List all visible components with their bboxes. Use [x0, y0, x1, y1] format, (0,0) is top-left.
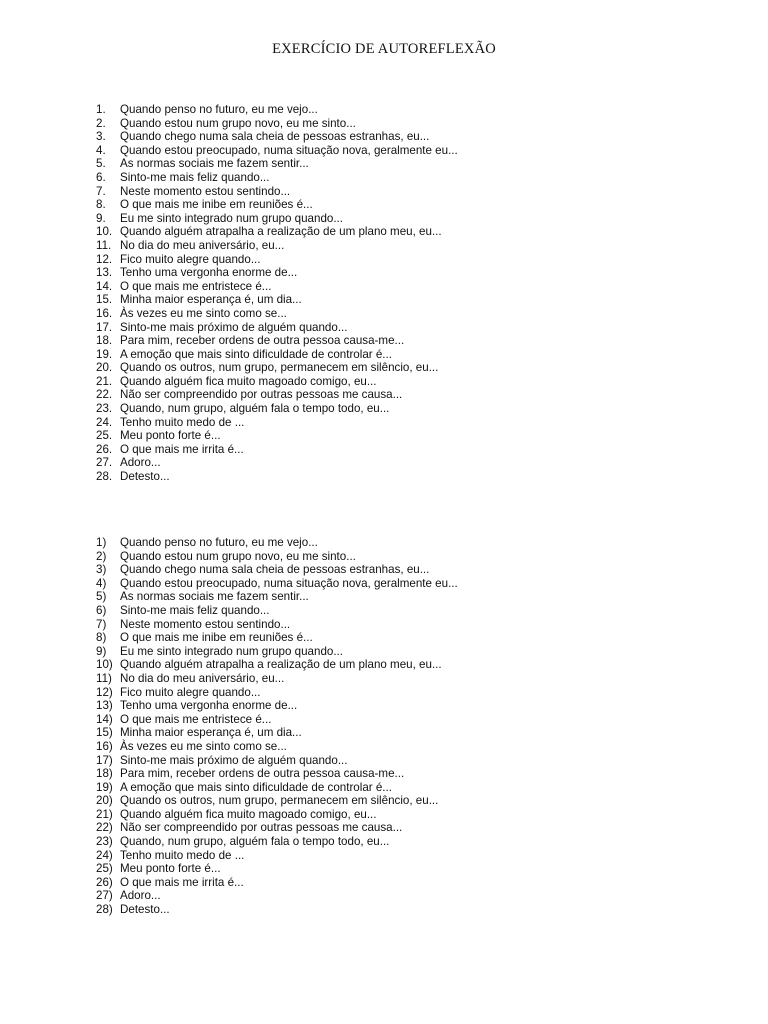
list-item [96, 185, 458, 199]
list-item [96, 876, 458, 890]
list-item [96, 144, 458, 158]
list-item [96, 563, 458, 577]
item-text: Fico muito alegre quando... [120, 685, 261, 699]
list-item [96, 835, 458, 849]
list-item [96, 903, 458, 917]
item-text: Às vezes eu me sinto como se... [120, 306, 287, 320]
item-number: 21) [96, 807, 113, 821]
list-item [96, 470, 458, 484]
list-item [96, 645, 458, 659]
list-item [96, 781, 458, 795]
item-number: 14. [96, 279, 113, 293]
item-text: Para mim, receber ordens de outra pessoa causa-me... [120, 334, 405, 348]
item-text: Quando estou num grupo novo, eu me sinto... [120, 116, 356, 130]
item-number: 9) [96, 644, 107, 658]
list-item [96, 171, 458, 185]
item-number: 26. [96, 442, 113, 456]
list-item [96, 361, 458, 375]
item-number: 6. [96, 170, 106, 184]
list-item [96, 590, 458, 604]
list-item [96, 536, 458, 550]
document-title: EXERCÍCIO DE AUTOREFLEXÃO [272, 41, 496, 57]
item-number: 1) [96, 536, 107, 549]
list-item [96, 618, 458, 632]
list-item [96, 307, 458, 321]
item-text: Quando, num grupo, alguém fala o tempo todo, eu... [120, 402, 390, 416]
item-text: Quando estou num grupo novo, eu me sinto... [120, 549, 356, 563]
item-number: 5. [96, 157, 106, 171]
item-text: Quando chego numa sala cheia de pessoas estranhas, eu... [120, 130, 430, 144]
item-text: Tenho uma vergonha enorme de... [120, 266, 298, 280]
item-number: 3) [96, 563, 107, 577]
item-text: Quando alguém atrapalha a realização de um plano meu, eu... [120, 658, 442, 672]
list-item [96, 239, 458, 253]
item-text: Quando alguém fica muito magoado comigo, eu... [120, 374, 377, 388]
list-item [96, 740, 458, 754]
list-item [96, 212, 458, 226]
list-item [96, 429, 458, 443]
item-number: 11) [96, 671, 112, 685]
item-number: 24) [96, 848, 113, 862]
item-number: 2) [96, 549, 107, 563]
item-text: Às vezes eu me sinto como se... [120, 739, 287, 753]
list-item [96, 388, 458, 402]
list-item [96, 402, 458, 416]
list-item [96, 157, 458, 171]
item-number: 17. [96, 320, 113, 334]
item-text: Detesto... [120, 903, 170, 917]
item-text: Tenho muito medo de ... [120, 415, 245, 429]
item-number: 19) [96, 780, 113, 794]
item-number: 8) [96, 631, 107, 645]
item-number: 17) [96, 753, 113, 767]
list-item [96, 754, 458, 768]
list-item [96, 862, 458, 876]
item-number: 15. [96, 293, 113, 307]
item-number: 22. [96, 388, 113, 402]
question-list-numbered-paren [96, 536, 458, 917]
list-item [96, 130, 458, 144]
item-text: Sinto-me mais feliz quando... [120, 603, 270, 617]
item-number: 27. [96, 456, 113, 470]
item-text: Quando chego numa sala cheia de pessoas estranhas, eu... [120, 563, 430, 577]
item-number: 28) [96, 903, 113, 917]
item-text: Tenho uma vergonha enorme de... [120, 699, 298, 713]
item-text: Neste momento estou sentindo... [120, 184, 291, 198]
item-text: Quando estou preocupado, numa situação nova, geralmente eu... [120, 576, 458, 590]
item-number: 25) [96, 862, 113, 876]
list-item [96, 808, 458, 822]
list-item [96, 198, 458, 212]
item-number: 18. [96, 334, 113, 348]
list-item [96, 726, 458, 740]
list-item [96, 334, 458, 348]
item-number: 8. [96, 198, 106, 212]
item-number: 15) [96, 726, 113, 740]
list-item [96, 225, 458, 239]
item-text: Sinto-me mais próximo de alguém quando... [120, 753, 348, 767]
list-item [96, 293, 458, 307]
item-number: 28. [96, 470, 113, 484]
item-number: 4) [96, 576, 107, 590]
list-item [96, 604, 458, 618]
item-number: 20. [96, 361, 113, 375]
item-number: 24. [96, 415, 113, 429]
list-item [96, 658, 458, 672]
item-number: 10) [96, 658, 113, 672]
list-item [96, 794, 458, 808]
list-item [96, 253, 458, 267]
list-item [96, 443, 458, 457]
item-number: 1. [96, 103, 106, 116]
item-number: 3. [96, 130, 106, 144]
item-text: O que mais me irrita é... [120, 875, 244, 889]
item-number: 14) [96, 712, 113, 726]
item-number: 26) [96, 875, 113, 889]
item-text: Quando estou preocupado, numa situação nova, geralmente eu... [120, 143, 458, 157]
item-number: 5) [96, 590, 107, 604]
item-text: Neste momento estou sentindo... [120, 617, 291, 631]
list-item [96, 321, 458, 335]
item-text: Sinto-me mais feliz quando... [120, 170, 270, 184]
list-item [96, 375, 458, 389]
item-text: Não ser compreendido por outras pessoas me causa... [120, 821, 403, 835]
list-item [96, 280, 458, 294]
item-number: 6) [96, 603, 107, 617]
item-text: Sinto-me mais próximo de alguém quando... [120, 320, 348, 334]
list-item [96, 416, 458, 430]
item-text: Não ser compreendido por outras pessoas me causa... [120, 388, 403, 402]
item-number: 7. [96, 184, 106, 198]
list-item [96, 849, 458, 863]
item-text: O que mais me entristece é... [120, 279, 272, 293]
list-item [96, 767, 458, 781]
item-number: 16) [96, 739, 113, 753]
item-text: Minha maior esperança é, um dia... [120, 726, 302, 740]
item-text: Quando penso no futuro, eu me vejo... [120, 103, 318, 116]
list-item [96, 550, 458, 564]
item-text: Quando, num grupo, alguém fala o tempo todo, eu... [120, 835, 390, 849]
item-number: 13. [96, 266, 113, 280]
item-text: Quando os outros, num grupo, permanecem em silêncio, eu... [120, 794, 439, 808]
item-text: Fico muito alegre quando... [120, 252, 261, 266]
item-number: 2. [96, 116, 106, 130]
item-text: O que mais me inibe em reuniões é... [120, 198, 313, 212]
item-text: Eu me sinto integrado num grupo quando... [120, 644, 344, 658]
item-number: 13) [96, 699, 113, 713]
item-text: Meu ponto forte é... [120, 429, 221, 443]
item-number: 7) [96, 617, 107, 631]
item-text: Quando penso no futuro, eu me vejo... [120, 536, 318, 549]
item-text: O que mais me entristece é... [120, 712, 272, 726]
item-text: Para mim, receber ordens de outra pessoa causa-me... [120, 767, 405, 781]
item-text: Minha maior esperança é, um dia... [120, 293, 302, 307]
item-text: Quando alguém atrapalha a realização de um plano meu, eu... [120, 225, 442, 239]
item-number: 10. [96, 225, 113, 239]
item-text: No dia do meu aniversário, eu... [120, 671, 285, 685]
list-item [96, 456, 458, 470]
item-text: O que mais me irrita é... [120, 442, 244, 456]
item-text: No dia do meu aniversário, eu... [120, 238, 285, 252]
item-text: Adoro... [120, 889, 161, 903]
item-number: 9. [96, 211, 106, 225]
item-number: 11. [96, 238, 112, 252]
list-item [96, 117, 458, 131]
item-number: 22) [96, 821, 113, 835]
item-number: 19. [96, 347, 113, 361]
item-text: As normas sociais me fazem sentir... [120, 157, 309, 171]
item-text: A emoção que mais sinto dificuldade de controlar é... [120, 347, 392, 361]
question-list-numbered-dot [96, 103, 458, 484]
item-number: 16. [96, 306, 113, 320]
list-item [96, 266, 458, 280]
list-item [96, 631, 458, 645]
item-text: Eu me sinto integrado num grupo quando... [120, 211, 344, 225]
list-item [96, 103, 458, 117]
item-number: 21. [96, 374, 113, 388]
item-text: O que mais me inibe em reuniões é... [120, 631, 313, 645]
list-item [96, 889, 458, 903]
item-text: Quando alguém fica muito magoado comigo, eu... [120, 807, 377, 821]
item-number: 23. [96, 402, 113, 416]
item-number: 27) [96, 889, 113, 903]
item-number: 25. [96, 429, 113, 443]
list-item [96, 577, 458, 591]
item-text: Meu ponto forte é... [120, 862, 221, 876]
item-text: Detesto... [120, 470, 170, 484]
list-item [96, 821, 458, 835]
item-text: Quando os outros, num grupo, permanecem em silêncio, eu... [120, 361, 439, 375]
list-item [96, 672, 458, 686]
item-number: 23) [96, 835, 113, 849]
item-number: 12) [96, 685, 113, 699]
list-item [96, 699, 458, 713]
item-number: 18) [96, 767, 113, 781]
list-item [96, 348, 458, 362]
item-number: 4. [96, 143, 106, 157]
item-number: 20) [96, 794, 113, 808]
item-text: A emoção que mais sinto dificuldade de controlar é... [120, 780, 392, 794]
item-text: As normas sociais me fazem sentir... [120, 590, 309, 604]
list-item [96, 713, 458, 727]
list-item [96, 686, 458, 700]
item-text: Adoro... [120, 456, 161, 470]
item-text: Tenho muito medo de ... [120, 848, 245, 862]
item-number: 12. [96, 252, 113, 266]
